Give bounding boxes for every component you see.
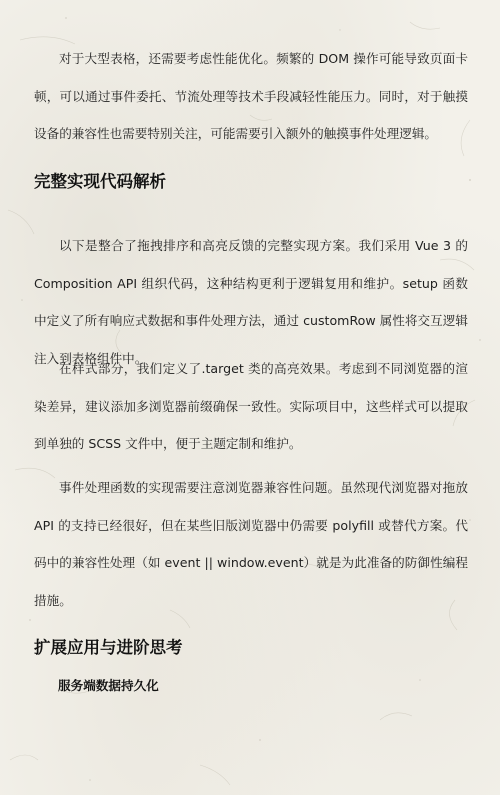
section-heading-extensions: 扩展应用与进阶思考 xyxy=(34,638,183,657)
subheading-server-persistence: 服务端数据持久化 xyxy=(58,678,159,693)
paragraph-styles: 在样式部分，我们定义了.target 类的高亮效果。考虑到不同浏览器的渲染差异，建议添加多浏览器前缀确保一致性。实际项目中，这些样式可以提取到单独的 SCSS 文件中，便于主题定制和维护。 xyxy=(34,361,468,451)
paragraph-performance: 对于大型表格，还需要考虑性能优化。频繁的 DOM 操作可能导致页面卡顿，可以通过事件委托、节流处理等技术手段减轻性能压力。同时，对于触摸设备的兼容性也需要特别关注，可能需要引入额外的触摸事件处理逻辑。 xyxy=(34,51,468,141)
section-heading-implementation: 完整实现代码解析 xyxy=(34,172,166,191)
paragraph-compatibility: 事件处理函数的实现需要注意浏览器兼容性问题。虽然现代浏览器对拖放 API 的支持已经很好，但在某些旧版浏览器中仍需要 polyfill 或替代方案。代码中的兼容性处理（如 event || window.event）就是为此准备的防御性编程措施。 xyxy=(34,480,468,608)
paragraph-implementation: 以下是整合了拖拽排序和高亮反馈的完整实现方案。我们采用 Vue 3 的 Composition API 组织代码，这种结构更利于逻辑复用和维护。setup 函数中定义了所有响应式数据和事件处理方法，通过 customRow 属性将交互逻辑注入到表格组件中。 xyxy=(34,238,468,366)
